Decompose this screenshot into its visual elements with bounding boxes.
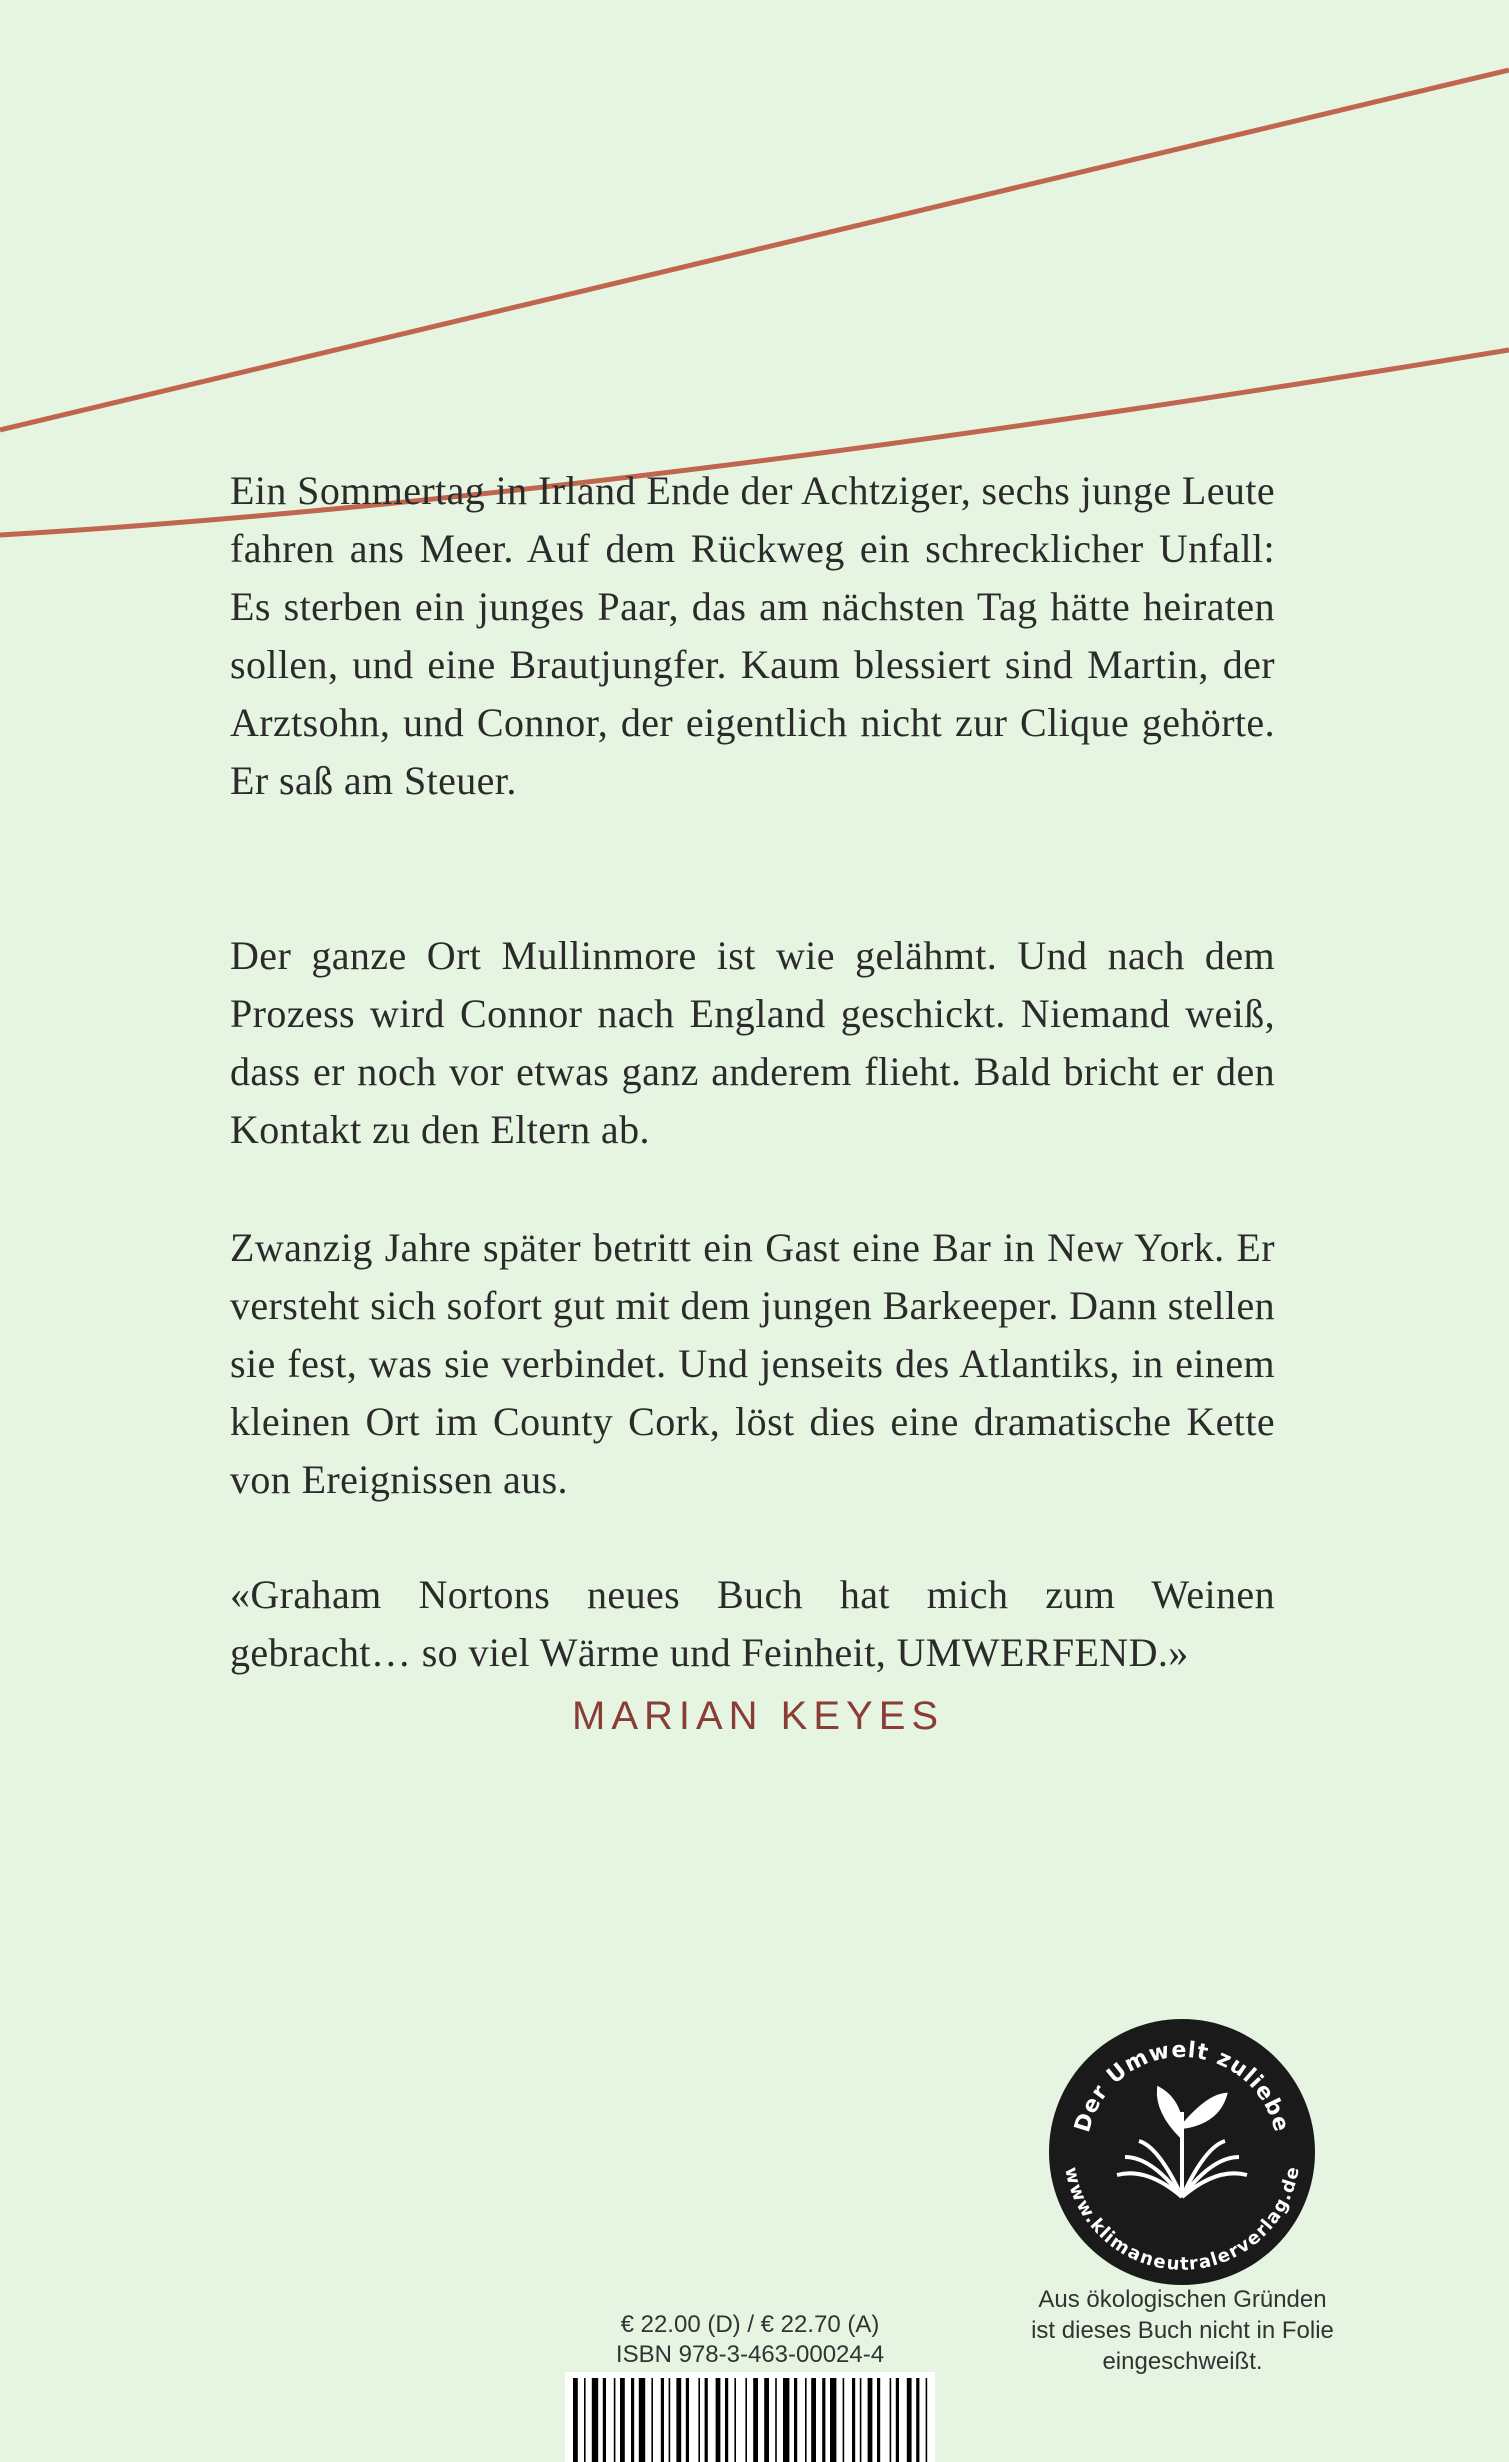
barcode-bar — [868, 2378, 873, 2462]
barcode-bar — [716, 2378, 721, 2462]
eco-note-line-3: eingeschweißt. — [1102, 2348, 1263, 2375]
barcode-bar — [830, 2378, 836, 2462]
barcode-bar — [725, 2378, 728, 2462]
barcode-bar — [592, 2378, 598, 2462]
barcode-bar — [631, 2378, 634, 2462]
barcode-bar — [745, 2378, 747, 2462]
barcode-bar — [686, 2378, 689, 2462]
eco-badge — [1047, 2017, 1317, 2287]
barcode-bar — [676, 2378, 681, 2462]
barcode-bar — [822, 2378, 825, 2462]
price-block — [560, 2310, 940, 2370]
blurb-paragraph-3: Zwanzig Jahre später betritt ein Gast eine Bar in New York. Er versteht sich sofort gut mit dem jungen Barkeeper. Dann stellen sie fest, was sie verbindet. Und jenseits des Atlantiks, in einem kleinen Ort im County Cork, löst dies eine dramatische Kette von Ereignissen aus. — [230, 1225, 1275, 1502]
barcode-bar — [669, 2378, 671, 2462]
eco-note — [1010, 2284, 1355, 2377]
eco-note-line-1: Aus ökologischen Gründen — [1038, 2286, 1327, 2313]
barcode-bar — [896, 2378, 899, 2462]
badge-top-text: Der Umwelt zuliebe — [1070, 2037, 1294, 2136]
red-line-top — [0, 70, 1509, 430]
barcode-bar — [852, 2378, 855, 2462]
barcode-bar — [753, 2378, 758, 2462]
barcode-bar — [764, 2378, 769, 2462]
barcode-bar — [651, 2378, 653, 2462]
barcode-bar — [603, 2378, 606, 2462]
barcode-bar — [775, 2378, 777, 2462]
barcode-bar — [926, 2378, 928, 2462]
quote-author: MARIAN KEYES — [572, 1694, 945, 1738]
isbn: ISBN 978-3-463-00024-4 — [615, 2341, 885, 2368]
barcode-bar — [794, 2378, 797, 2462]
eco-note-line-2: ist dieses Buch nicht in Folie — [1031, 2317, 1334, 2344]
barcode-bar — [877, 2378, 880, 2462]
barcode-bar — [811, 2378, 816, 2462]
barcode-bar — [698, 2378, 700, 2462]
barcode-bar — [916, 2378, 919, 2462]
barcode-bar — [805, 2378, 807, 2462]
price-line: € 22.00 (D) / € 22.70 (A) — [620, 2311, 880, 2338]
barcode-bar — [705, 2378, 708, 2462]
barcode — [565, 2372, 935, 2462]
blurb-paragraph-2: Der ganze Ort Mullinmore ist wie gelähmt. Und nach dem Prozess wird Connor nach England geschickt. Niemand weiß, dass er noch vor etwas ganz anderem flieht. Bald bricht er den Kontakt zu den Eltern ab. — [230, 933, 1275, 1152]
barcode-bar — [573, 2378, 578, 2462]
barcode-bar — [620, 2378, 625, 2462]
review-quote: «Graham Nortons neues Buch hat mich zum Weinen gebracht… so viel Wärme und Feinheit, UMWERFEND.» — [230, 1572, 1275, 1675]
badge-bottom-text: www.klimaneutralerverlag.de — [1060, 2165, 1304, 2275]
barcode-bar — [783, 2378, 789, 2462]
barcode-bar — [614, 2378, 616, 2462]
barcode-bar — [639, 2378, 645, 2462]
blurb-paragraph-1: Ein Sommertag in Irland Ende der Achtziger, sechs junge Leute fahren ans Meer. Auf dem Rückweg ein schrecklicher Unfall: Es sterben ein junges Paar, das am nächsten Tag hätte heiraten sollen, und eine Brautjungfer. Kaum blessiert sind Martin, der Arztsohn, und Connor, der eigentlich nicht zur Clique gehörte. Er saß am Steuer. — [230, 468, 1275, 803]
barcode-bar — [584, 2378, 586, 2462]
barcode-bar — [860, 2378, 862, 2462]
barcode-bar — [661, 2378, 664, 2462]
barcode-bar — [734, 2378, 736, 2462]
barcode-bar — [907, 2378, 912, 2462]
barcode-bar — [843, 2378, 845, 2462]
barcode-bar — [890, 2378, 892, 2462]
